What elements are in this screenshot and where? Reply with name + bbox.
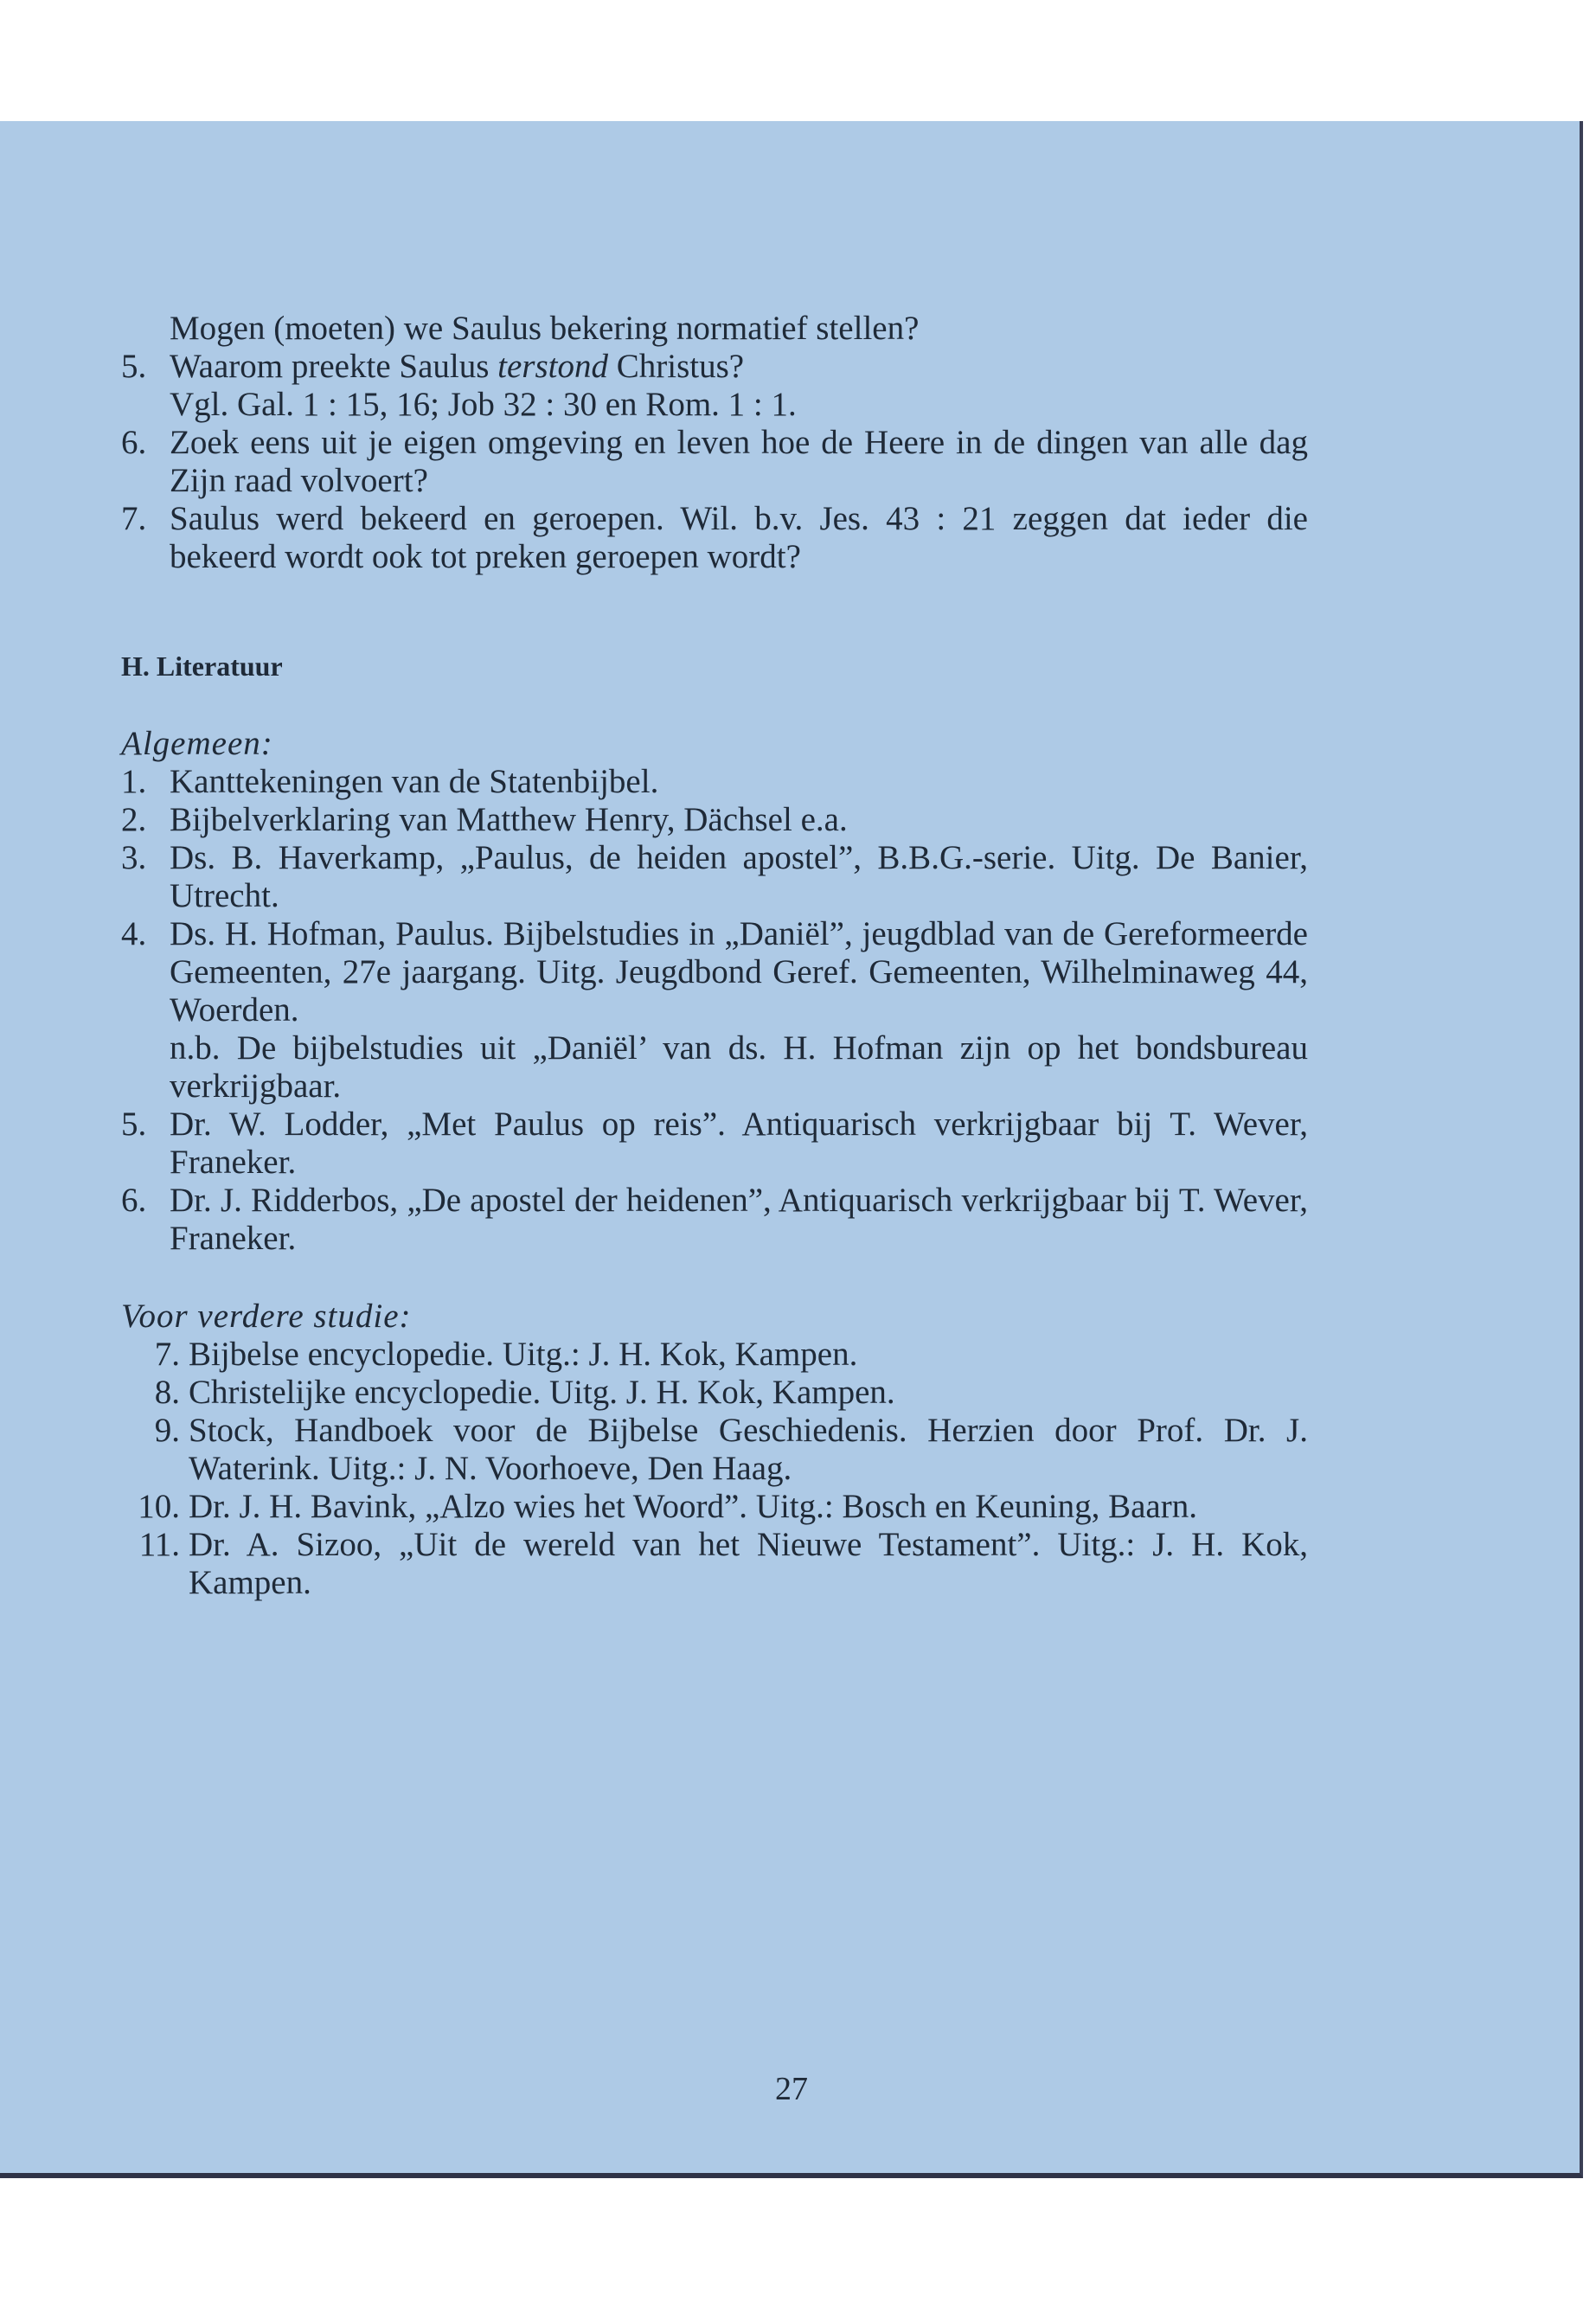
item-text: Dr. J. Ridderbos, „De apostel der heidenen”, Antiquarisch verkrijgbaar bij T. Wever, Franeker. xyxy=(170,1182,1308,1257)
literature-item xyxy=(121,1336,1308,1374)
question-item xyxy=(121,424,1308,500)
item-number: 5. xyxy=(121,1106,147,1143)
item-number: 6. xyxy=(121,1182,147,1219)
item-number: 1. xyxy=(121,763,147,800)
item-number: 11. xyxy=(138,1526,180,1563)
item-text: Christelijke encyclopedie. Uitg. J. H. Kok, Kampen. xyxy=(189,1374,895,1411)
literature-item xyxy=(121,1106,1308,1182)
item-text: Dr. W. Lodder, „Met Paulus op reis”. Antiquarisch verkrijgbaar bij T. Wever, Franeker. xyxy=(170,1106,1308,1181)
literature-item xyxy=(121,1488,1308,1526)
question-text: Zoek eens uit je eigen omgeving en leven hoe de Heere in de dingen van alle dag Zijn raad volvoert? xyxy=(170,424,1308,499)
page-number: 27 xyxy=(775,2071,808,2107)
literature-item xyxy=(121,839,1308,915)
item-text: Ds. B. Haverkamp, „Paulus, de heiden apostel”, B.B.G.-serie. Uitg. De Banier, Utrecht. xyxy=(170,839,1308,914)
literature-item xyxy=(121,1526,1308,1602)
item-number: 2. xyxy=(121,801,147,838)
literature-item xyxy=(121,1374,1308,1412)
item-text: Bijbelse encyclopedie. Uitg.: J. H. Kok, Kampen. xyxy=(189,1336,858,1373)
literature-item xyxy=(121,801,1308,839)
item-number: 9. xyxy=(154,1412,180,1449)
general-label: Algemeen: xyxy=(121,725,273,762)
literature-item xyxy=(121,1412,1308,1488)
item-text: Dr. A. Sizoo, „Uit de wereld van het Nieuwe Testament”. Uitg.: J. H. Kok, Kampen. xyxy=(189,1526,1308,1601)
item-number: 4. xyxy=(121,915,147,952)
question-text: Saulus werd bekeerd en geroepen. Wil. b.v. Jes. 43 : 21 zeggen dat ieder die bekeerd wordt ook tot preken geroepen wordt? xyxy=(170,500,1308,575)
item-note: n.b. De bijbelstudies uit „Daniël’ van ds. H. Hofman zijn op het bondsbureau verkrijgbaar. xyxy=(170,1029,1308,1105)
item-text: Bijbelverklaring van Matthew Henry, Dächsel e.a. xyxy=(170,801,848,838)
literature-item xyxy=(121,763,1308,801)
item-text: Stock, Handboek voor de Bijbelse Geschiedenis. Herzien door Prof. Dr. J. Waterink. Uitg.: J. N. Voorhoeve, Den Haag. xyxy=(189,1412,1308,1487)
literature-item xyxy=(121,1182,1308,1258)
question-item xyxy=(121,500,1308,576)
question-continuation: Mogen (moeten) we Saulus bekering normatief stellen? xyxy=(170,310,920,347)
item-text: Ds. H. Hofman, Paulus. Bijbelstudies in „Daniël”, jeugdblad van de Gereformeerde Gemeenten, 27e jaargang. Uitg. Jeugdbond Geref. Gemeenten, Wilhelminaweg 44, Woerden. n.b. De bijbelstudies uit „Daniël’ van ds. H. Hofman zijn op het bondsbureau verkrijgbaar. xyxy=(170,915,1308,1105)
item-number: 8. xyxy=(154,1374,180,1411)
item-number: 7. xyxy=(154,1336,180,1373)
item-text: Kanttekeningen van de Statenbijbel. xyxy=(170,763,659,800)
section-heading: H. Literatuur xyxy=(121,651,283,682)
question-item xyxy=(121,348,1308,386)
item-text: Dr. J. H. Bavink, „Alzo wies het Woord”. Uitg.: Bosch en Keuning, Baarn. xyxy=(189,1488,1197,1525)
question-reference: Vgl. Gal. 1 : 15, 16; Job 32 : 30 en Rom. 1 : 1. xyxy=(170,386,797,423)
item-number: 10. xyxy=(138,1488,180,1525)
question-number: 6. xyxy=(121,424,147,461)
item-number: 3. xyxy=(121,839,147,876)
question-number: 5. xyxy=(121,348,147,385)
page-content xyxy=(121,310,1308,1602)
literature-item xyxy=(121,915,1308,1106)
question-text: Waarom preekte Saulus terstond Christus? xyxy=(170,348,745,385)
question-number: 7. xyxy=(121,500,147,537)
further-study-label: Voor verdere studie: xyxy=(121,1298,412,1335)
page xyxy=(0,121,1583,2178)
